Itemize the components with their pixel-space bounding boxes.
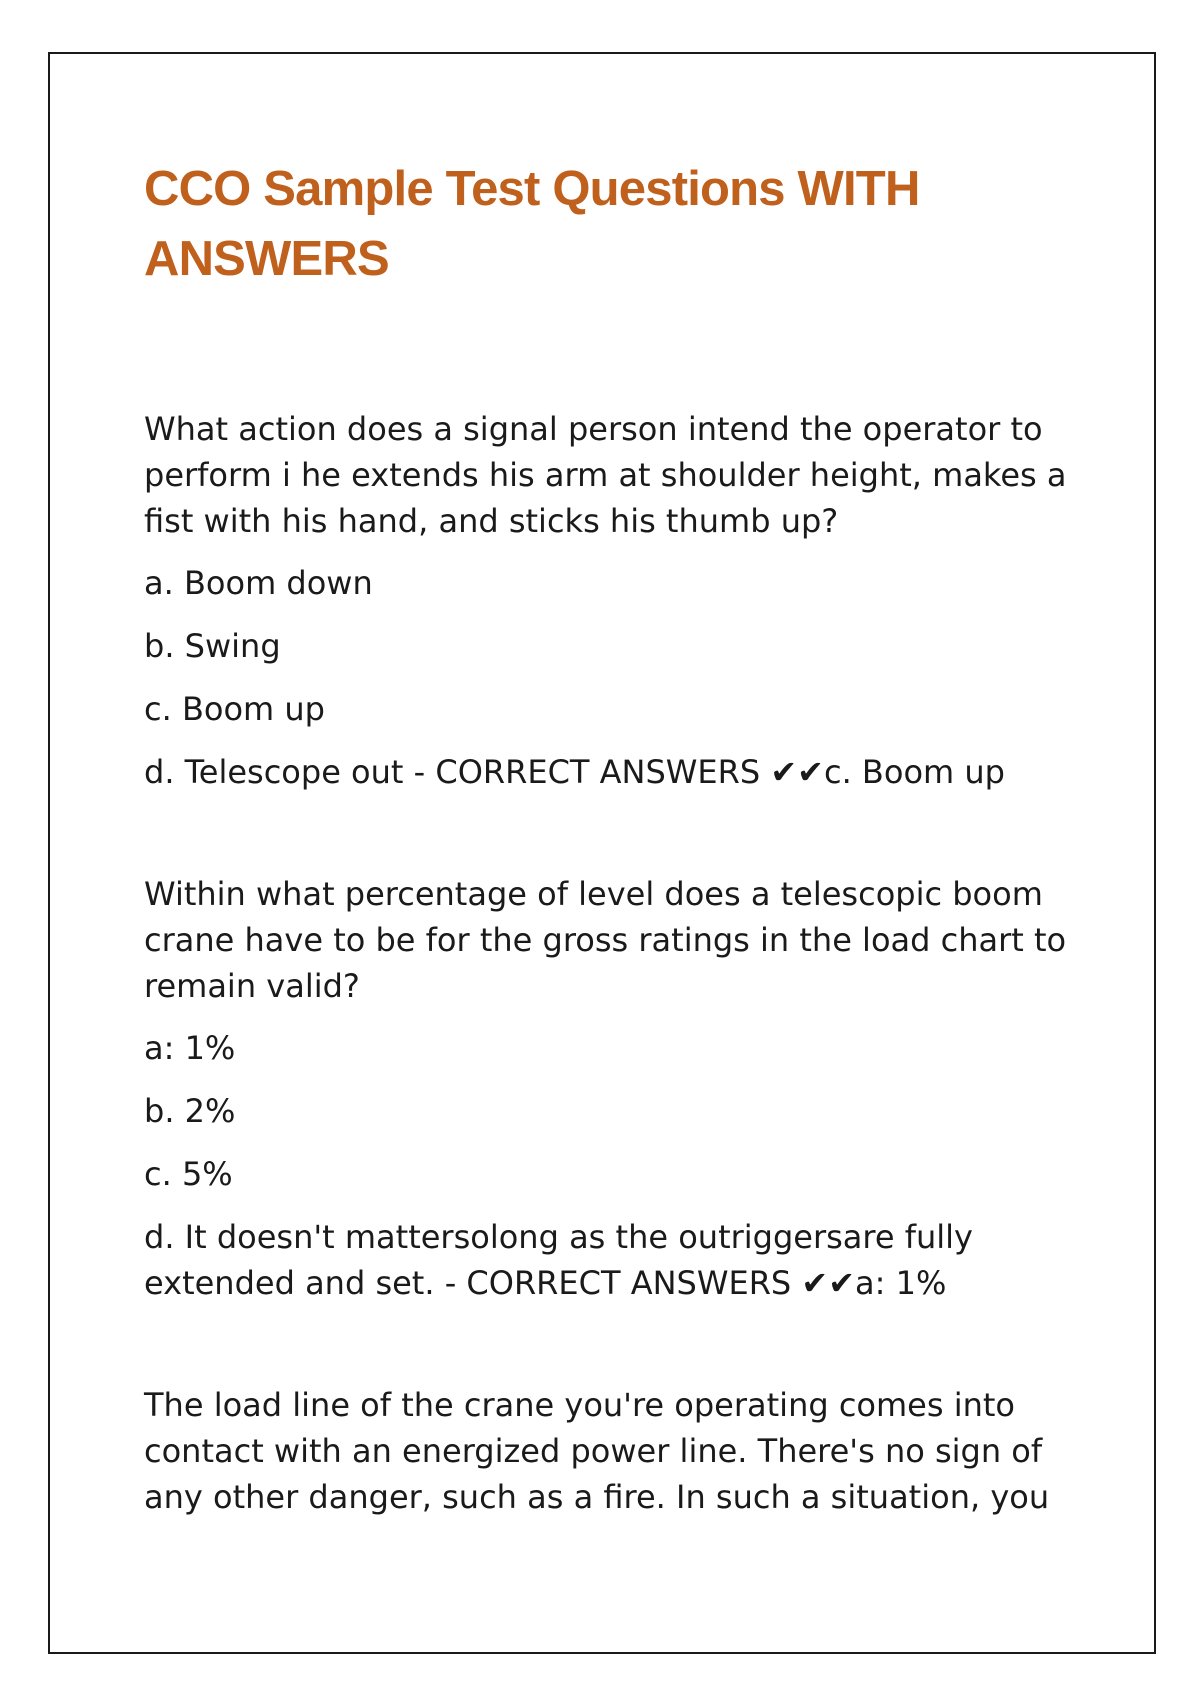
answer-option: a: 1% [144,1029,236,1067]
question-2 [144,871,1104,1306]
answer-option: c. 5% [144,1155,233,1193]
question-text: Within what percentage of level does a telescopic boom crane have to be for the gross ratings in the load chart to remain valid? [144,875,1067,1005]
answer-option: a. Boom down [144,564,373,602]
answer-option: c. Boom up [144,690,325,728]
page-content [144,154,1104,1596]
question-3 [144,1382,1104,1520]
answer-option-with-correct-answer: d. Telescope out - CORRECT ANSWERS ✔✔c. Boom up [144,753,1005,791]
question-text: The load line of the crane you're operating comes into contact with an energized power line. There's no sign of any other danger, such as a fire. In such a situation, you [144,1386,1050,1516]
question-list [144,406,1104,1520]
question-text: What action does a signal person intend the operator to perform i he extends his arm at shoulder height, makes a fist with his hand, and sticks his thumb up? [144,410,1067,540]
answer-option-with-correct-answer: d. It doesn't mattersolong as the outriggersare fully extended and set. - CORRECT ANSWERS ✔✔a: 1% [144,1218,973,1302]
document-page [48,52,1156,1654]
answer-option: b. 2% [144,1092,236,1130]
answer-option: b. Swing [144,627,281,665]
question-1 [144,406,1104,795]
document-title: CCO Sample Test Questions WITH ANSWERS [144,162,920,286]
